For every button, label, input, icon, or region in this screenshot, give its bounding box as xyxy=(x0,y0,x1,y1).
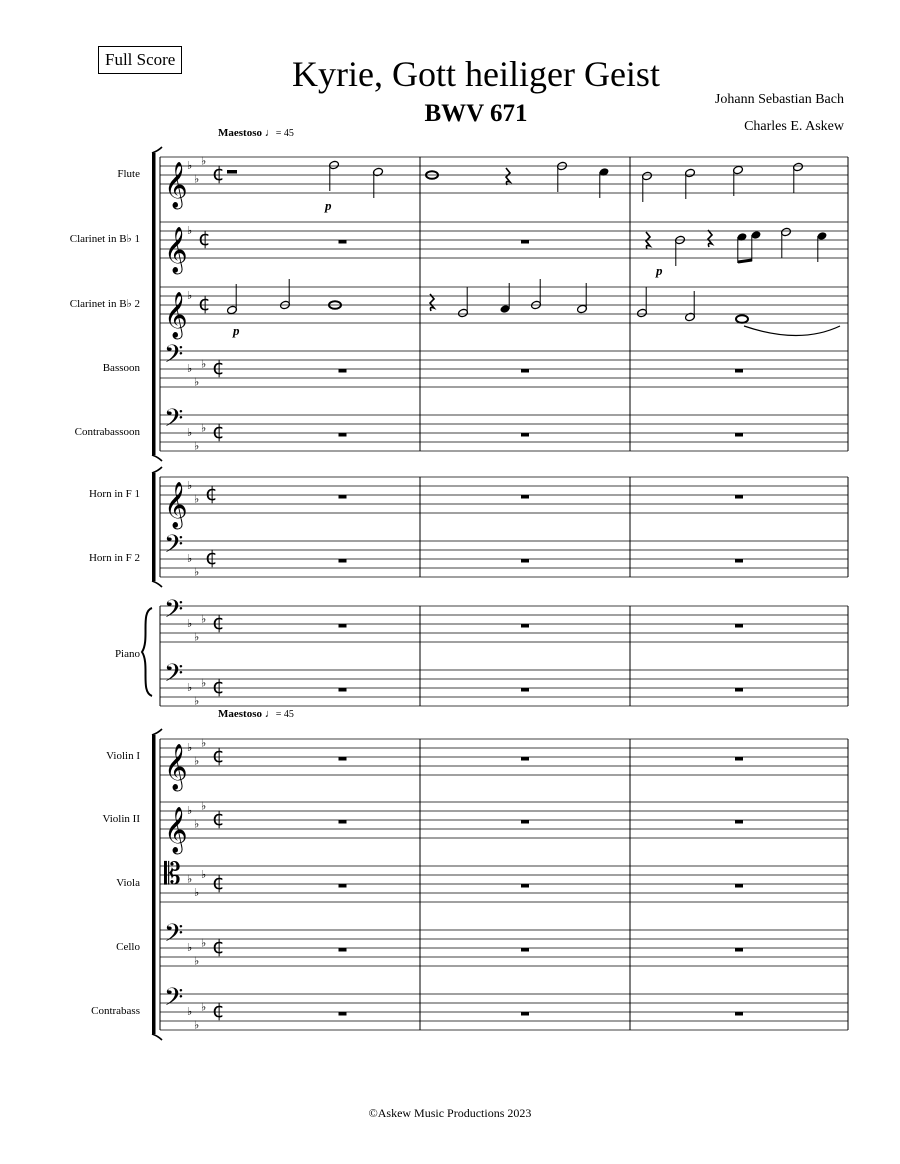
flat-icon: ♭ xyxy=(194,754,200,768)
staff xyxy=(116,857,848,902)
flat-icon: ♭ xyxy=(187,479,193,492)
woodwind-bracket xyxy=(152,153,156,455)
tempo-note-icon: ♩ xyxy=(264,708,276,720)
instrument-name: Contrabass xyxy=(91,1005,140,1017)
whole-rest xyxy=(339,624,347,628)
instrument-name: Flute xyxy=(117,168,140,180)
flat-icon: ♭ xyxy=(194,954,200,968)
tempo-note-icon: ♩ xyxy=(264,127,276,139)
whole-rest xyxy=(735,948,743,952)
staff xyxy=(116,919,848,968)
quarter-rest xyxy=(430,294,434,311)
time-signature: ¢ xyxy=(212,806,225,830)
time-signature: ¢ xyxy=(212,674,225,698)
treble-clef-icon: 𝄞 xyxy=(164,292,188,338)
flat-icon: ♭ xyxy=(201,799,207,813)
whole-rest xyxy=(339,884,347,888)
whole-rest xyxy=(521,757,529,761)
time-signature: ¢ xyxy=(205,545,218,569)
staff xyxy=(91,983,848,1032)
whole-rest xyxy=(521,820,529,824)
whole-rest xyxy=(521,624,529,628)
flat-icon: ♭ xyxy=(201,1000,207,1014)
instrument-name: Horn in F 2 xyxy=(88,552,140,564)
bass-clef-icon: 𝄢 xyxy=(164,404,184,439)
staves xyxy=(70,155,848,1032)
flat-icon: ♭ xyxy=(194,817,200,831)
tempo-text: Maestoso xyxy=(218,127,262,139)
flat-icon: ♭ xyxy=(187,617,193,630)
catalog-number: BWV 671 xyxy=(424,100,528,127)
whole-rest xyxy=(339,948,347,952)
flat-icon: ♭ xyxy=(201,154,207,168)
whole-rest xyxy=(735,884,743,888)
time-signature: ¢ xyxy=(212,355,225,379)
whole-rest xyxy=(521,688,529,692)
whole-rest xyxy=(735,820,743,824)
flat-icon: ♭ xyxy=(201,736,207,750)
whole-rest xyxy=(339,757,347,761)
dynamic-piano: p xyxy=(233,323,240,338)
flat-icon: ♭ xyxy=(194,694,200,708)
horn-bracket xyxy=(152,473,156,581)
quarter-rest xyxy=(708,230,712,247)
brackets xyxy=(142,147,162,1040)
time-signature: ¢ xyxy=(212,743,225,767)
treble-clef-icon: 𝄞 xyxy=(164,162,188,208)
bass-clef-icon: 𝄢 xyxy=(164,659,184,694)
whole-rest xyxy=(735,624,743,628)
flat-icon: ♭ xyxy=(194,886,200,899)
instrument-name: Viola xyxy=(116,877,140,889)
tempo-mm: = 45 xyxy=(275,709,294,720)
whole-rest xyxy=(521,240,529,244)
flat-icon: ♭ xyxy=(201,612,207,626)
whole-rest xyxy=(735,369,743,373)
composer: Johann Sebastian Bach xyxy=(714,92,844,107)
time-signature: ¢ xyxy=(212,419,225,443)
whole-rest xyxy=(521,369,529,373)
tie xyxy=(744,326,840,336)
whole-rest xyxy=(339,369,347,373)
whole-rest xyxy=(735,433,743,437)
bass-clef-icon: 𝄢 xyxy=(164,530,184,565)
whole-rest xyxy=(521,433,529,437)
flat-icon: ♭ xyxy=(194,1018,200,1032)
flat-icon: ♭ xyxy=(194,565,200,579)
time-signature: ¢ xyxy=(205,481,218,505)
whole-rest xyxy=(735,495,743,499)
staff xyxy=(160,659,848,708)
whole-rest xyxy=(339,688,347,692)
flat-icon: ♭ xyxy=(187,552,193,565)
instrument-name: Clarinet in B♭ 1 xyxy=(69,233,140,245)
bass-clef-icon: 𝄢 xyxy=(164,983,184,1018)
woodwind-bracket-top xyxy=(152,147,162,153)
horn-bracket-bottom xyxy=(152,581,162,587)
bass-clef-icon: 𝄢 xyxy=(164,340,184,375)
flat-icon: ♭ xyxy=(187,426,193,439)
flat-icon: ♭ xyxy=(201,421,207,435)
whole-rest xyxy=(735,559,743,563)
quarter-rest xyxy=(646,232,650,249)
flat-icon: ♭ xyxy=(187,362,193,375)
note-beam xyxy=(738,260,752,262)
whole-note xyxy=(736,315,748,323)
flat-icon: ♭ xyxy=(187,681,193,694)
staff xyxy=(115,595,848,660)
whole-rest xyxy=(339,433,347,437)
half-rest xyxy=(227,170,237,174)
whole-rest xyxy=(521,948,529,952)
flat-icon: ♭ xyxy=(201,868,207,881)
flat-icon: ♭ xyxy=(187,941,193,954)
quarter-rest xyxy=(506,168,510,185)
whole-rest xyxy=(339,559,347,563)
bass-clef-icon: 𝄢 xyxy=(164,919,184,954)
flat-icon: ♭ xyxy=(194,439,200,453)
whole-rest xyxy=(339,240,347,244)
flat-icon: ♭ xyxy=(194,492,200,506)
time-signature: ¢ xyxy=(212,161,225,185)
time-signature: ¢ xyxy=(198,226,211,250)
bass-clef-icon: 𝄢 xyxy=(164,595,184,630)
flat-icon: ♭ xyxy=(187,872,193,886)
instrument-name: Piano xyxy=(114,648,140,660)
tempo-mm: = 45 xyxy=(275,128,294,139)
whole-rest xyxy=(735,688,743,692)
instrument-name: Violin I xyxy=(106,750,140,762)
piano-brace xyxy=(142,608,152,696)
score-title: Kyrie, Gott heiliger Geist xyxy=(292,54,660,94)
flat-icon: ♭ xyxy=(201,936,207,950)
whole-rest xyxy=(521,495,529,499)
instrument-name: Clarinet in B♭ 2 xyxy=(69,298,140,310)
flat-icon: ♭ xyxy=(187,159,193,172)
whole-rest xyxy=(339,1012,347,1016)
instrument-name: Horn in F 1 xyxy=(88,488,140,500)
flat-icon: ♭ xyxy=(194,172,200,186)
flat-icon: ♭ xyxy=(187,804,193,817)
staff xyxy=(102,800,848,856)
arranger: Charles E. Askew xyxy=(744,119,844,134)
staff xyxy=(75,404,848,453)
whole-rest xyxy=(521,884,529,888)
treble-clef-icon: 𝄞 xyxy=(164,482,188,528)
string-bracket xyxy=(152,735,156,1034)
string-bracket-top xyxy=(152,729,162,735)
instrument-name: Bassoon xyxy=(102,362,140,374)
flat-icon: ♭ xyxy=(194,375,200,389)
woodwind-bracket-bottom xyxy=(152,455,162,461)
copyright-footer: ©Askew Music Productions 2023 xyxy=(368,1106,532,1120)
instrument-name: Contrabassoon xyxy=(74,426,140,438)
staff xyxy=(117,155,848,211)
staff xyxy=(89,477,848,530)
staff xyxy=(103,340,848,389)
treble-clef-icon: 𝄞 xyxy=(164,744,188,790)
tempo-text: Maestoso xyxy=(218,708,262,720)
dynamic-piano: p xyxy=(325,198,332,213)
horn-bracket-top xyxy=(152,467,162,473)
flat-icon: ♭ xyxy=(194,630,200,644)
barlines xyxy=(160,154,848,1030)
instrument-name: Violin II xyxy=(102,813,140,825)
treble-clef-icon: 𝄞 xyxy=(164,807,188,853)
flat-icon: ♭ xyxy=(187,289,193,302)
instrument-name: Cello xyxy=(116,941,140,953)
flat-icon: ♭ xyxy=(187,224,193,237)
staff xyxy=(89,530,848,579)
whole-rest xyxy=(339,495,347,499)
dynamic-piano: p xyxy=(656,263,663,278)
full-score-label: Full Score xyxy=(98,46,182,74)
string-bracket-bottom xyxy=(152,1034,162,1040)
alto-clef-icon: 𝄡 xyxy=(164,857,181,892)
flat-icon: ♭ xyxy=(187,741,193,754)
flat-icon: ♭ xyxy=(201,357,207,371)
whole-rest xyxy=(735,757,743,761)
time-signature: ¢ xyxy=(212,870,225,894)
flat-icon: ♭ xyxy=(187,1005,193,1018)
time-signature: ¢ xyxy=(212,998,225,1022)
whole-rest xyxy=(521,559,529,563)
whole-rest xyxy=(521,1012,529,1016)
staff xyxy=(70,222,848,275)
staff xyxy=(106,737,848,793)
whole-rest xyxy=(339,820,347,824)
treble-clef-icon: 𝄞 xyxy=(164,227,188,273)
flat-icon: ♭ xyxy=(201,676,207,690)
time-signature: ¢ xyxy=(198,291,211,315)
time-signature: ¢ xyxy=(212,610,225,634)
whole-rest xyxy=(735,1012,743,1016)
time-signature: ¢ xyxy=(212,934,225,958)
